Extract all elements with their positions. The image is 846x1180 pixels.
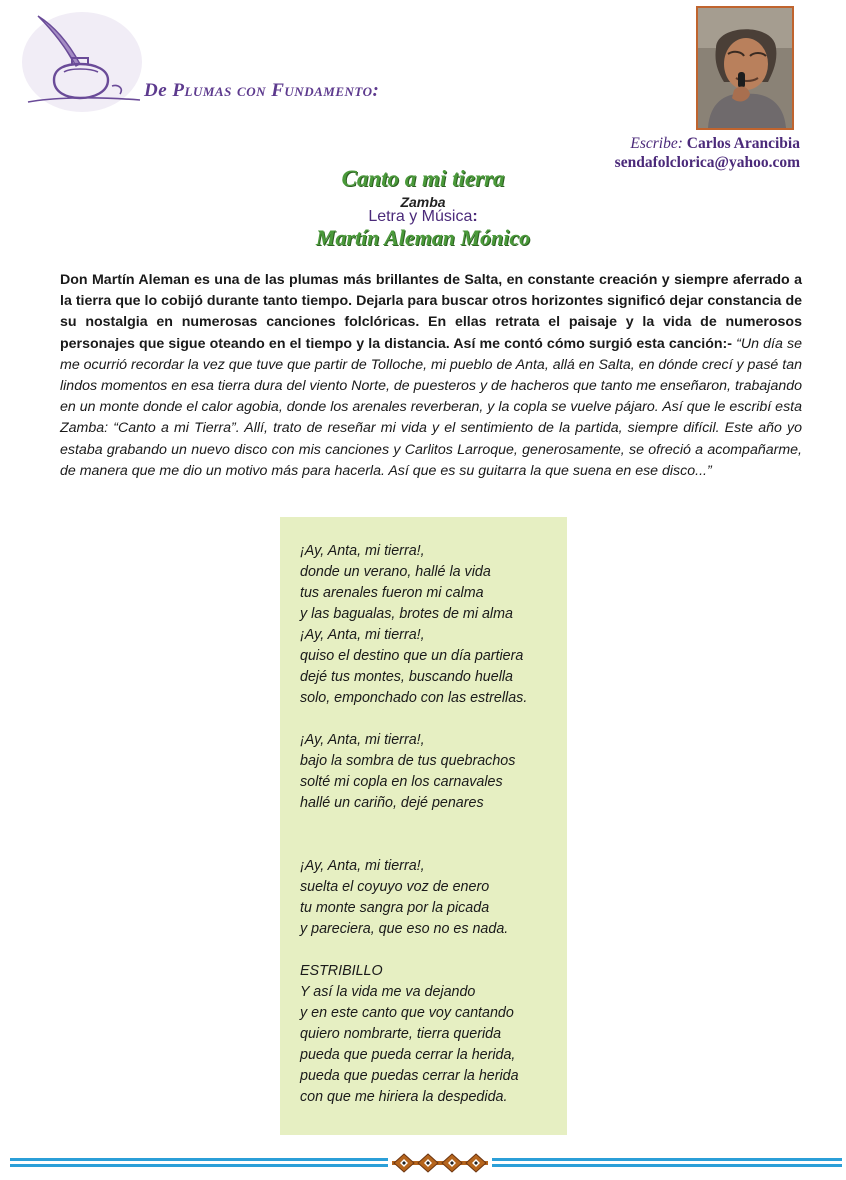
lyric-line: hallé un cariño, dejé penares [300, 795, 484, 811]
lyric-line: ¡Ay, Anta, mi tierra!, [300, 627, 425, 643]
stanza-4 [300, 961, 562, 1108]
stanza-3 [300, 856, 562, 940]
quill-inkwell-icon [20, 10, 144, 114]
footer-rule-right [492, 1158, 842, 1167]
song-genre: Zamba [400, 194, 446, 210]
lyric-line: y las bagualas, brotes de mi alma [300, 606, 513, 622]
lyric-line: solo, emponchado con las estrellas. [300, 690, 528, 706]
stanza-1 [300, 541, 562, 709]
stanza-spacer [300, 940, 562, 961]
stanza-2 [300, 730, 562, 814]
section-title-rest: Plumas con Fundamento: [172, 80, 380, 101]
lyric-line: y pareciera, que eso no es nada. [300, 921, 509, 937]
author-portrait-image [698, 8, 792, 128]
intro-lead: Don Martín Aleman es una de las plumas más brillantes de Salta, en constante creación y siempre aferrado a la tierra que lo cobijó durante tanto tiempo. Dejarla para buscar otros horizontes significó dejar constancia de su nostalgia en numerosas canciones folclóricas. En ellas retrata el paisaje y la vida de numerosos personajes que sigue oteando en el tiempo y la distancia. Así me contó cómo surgió esta canción:- [60, 272, 802, 352]
section-title-prefix: De [144, 80, 168, 101]
song-composer: Martín Aleman Mónico [315, 225, 531, 250]
author-photo [696, 6, 794, 130]
author-name: Carlos Arancibia [686, 135, 800, 152]
lyric-line: tus arenales fueron mi calma [300, 585, 484, 601]
lyrics [300, 541, 562, 1108]
byline-label: Escribe: [630, 135, 683, 152]
section-title [144, 80, 379, 102]
stanza-spacer [300, 814, 562, 856]
lyric-line: con que me hiriera la despedida. [300, 1089, 508, 1105]
lyric-line: y en este canto que voy cantando [300, 1005, 514, 1021]
lyric-line: tu monte sangra por la picada [300, 900, 490, 916]
lyric-line: donde un verano, hallé la vida [300, 564, 491, 580]
lyric-line: quiero nombrarte, tierra querida [300, 1026, 502, 1042]
lyric-line: ¡Ay, Anta, mi tierra!, [300, 543, 425, 559]
lyric-line: suelta el coyuyo voz de enero [300, 879, 490, 895]
byline-author-line [615, 134, 800, 153]
andean-diamond-ornament-icon [392, 1153, 488, 1173]
lyric-line: dejé tus montes, buscando huella [300, 669, 514, 685]
footer-rule-left [10, 1158, 388, 1167]
lyric-line: pueda que puedas cerrar la herida [300, 1068, 519, 1084]
lyric-line: ¡Ay, Anta, mi tierra!, [300, 732, 425, 748]
song-title: Canto a mi tierra [341, 166, 505, 191]
lyrics-box [280, 517, 567, 1135]
credits-label: Letra y Música [368, 208, 473, 225]
lyric-line: ¡Ay, Anta, mi tierra!, [300, 858, 425, 874]
credits-colon: : [472, 208, 478, 225]
lyric-line: quiso el destino que un día partiera [300, 648, 524, 664]
song-credits [0, 208, 846, 226]
lyric-line: solté mi copla en los carnavales [300, 774, 503, 790]
author-email[interactable]: sendafolclorica@yahoo.com [614, 154, 800, 171]
lyric-line: bajo la sombra de tus quebrachos [300, 753, 516, 769]
intro-quote: “Un día se me ocurrió recordar la vez que tuve que partir de Tolloche, mi pueblo de Anta, allá en Salta, en dónde crecí y pasé tan lindos momentos en esa tierra dura del viento Norte, de puesteros y de hacheros que tanto me enseñaron, trabajando en un monte donde el calor agobia, donde los arenales reverberan, y la copla se vuelve pájaro. Así que le escribí esta Zamba: “Canto a mi Tierra”. Allí, trato de reseñar mi vida y el sentimiento de la partida, siempre difícil. Este año yo estaba grabando un nuevo disco con mis canciones y Carlitos Larroque, generosamente, se ofreció a acompañarme, de manera que me dio un motivo más para hacerla. Así que es su guitarra la que suena en ese disco...” [60, 335, 803, 479]
stanza-spacer [300, 709, 562, 730]
lyric-line: Y así la vida me va dejando [300, 984, 476, 1000]
refrain-heading: ESTRIBILLO [300, 963, 383, 979]
intro-paragraph [60, 270, 802, 482]
lyric-line: pueda que pueda cerrar la herida, [300, 1047, 516, 1063]
